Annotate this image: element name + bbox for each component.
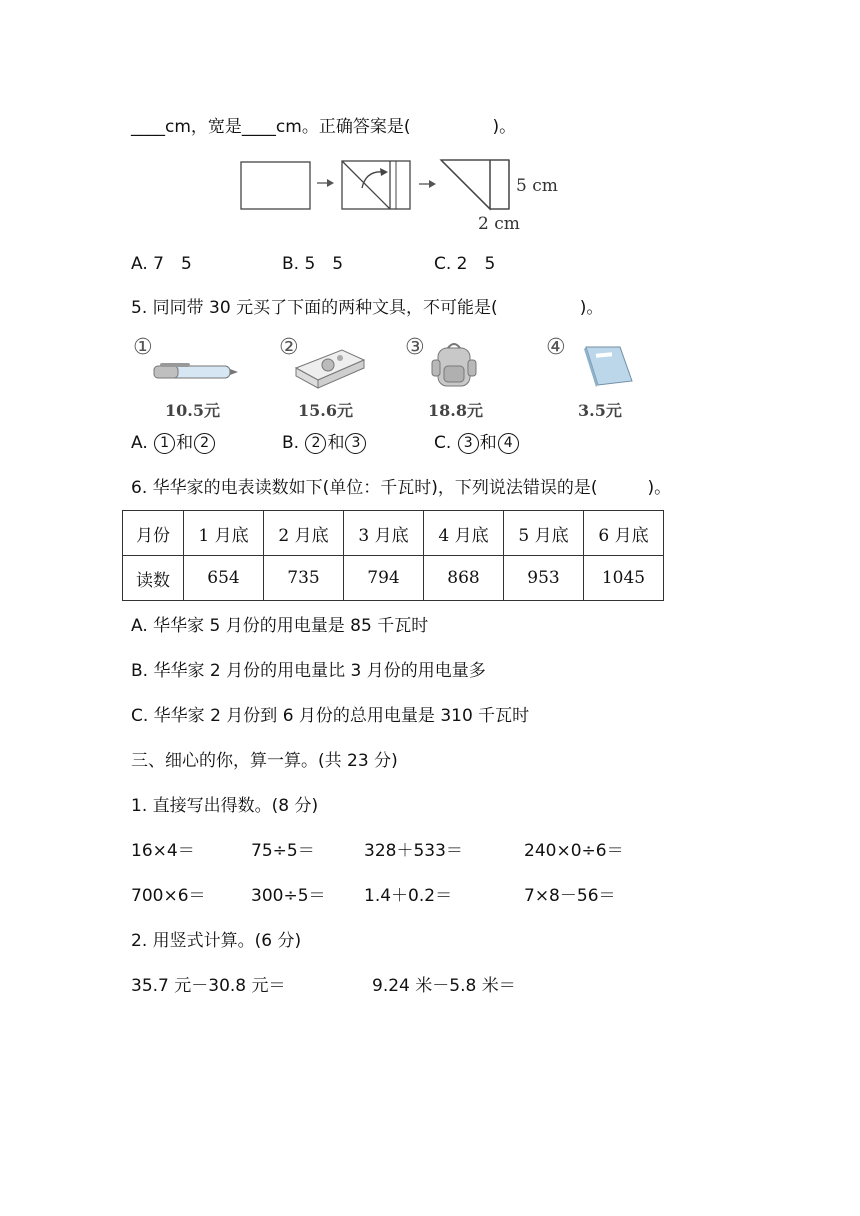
item-number: ② [279,335,299,360]
table-row [123,556,664,601]
circled-number: 2 [194,433,215,454]
item-number: ① [133,335,153,360]
question-title: 2. 用竖式计算。(6 分) [131,931,302,951]
circled-number: 2 [305,433,326,454]
q6-stem-close: )。 [647,478,672,498]
backpack-icon [428,340,480,392]
question-title: 1. 直接写出得数。(8 分) [131,796,319,816]
option-a[interactable]: A. 1 和 2 [131,432,216,454]
item-number: ③ [405,335,425,360]
q5-stem-close: )。 [579,298,604,318]
table-header-cell: 5 月底 [504,511,584,556]
arithmetic-item: 16×4＝ [131,841,195,861]
folding-diagram [0,0,860,260]
table-header-cell: 2 月底 [264,511,344,556]
table-cell: 654 [184,556,264,601]
vertical-calc-item: 9.24 米－5.8 米＝ [372,976,516,996]
table-cell: 读数 [123,556,184,601]
circled-number: 1 [154,433,175,454]
item-number: ④ [546,335,566,360]
option-b[interactable]: B. 5 5 [282,254,344,274]
q6-stem-text: 6. 华华家的电表读数如下(单位：千瓦时)，下列说法错误的是( [131,478,598,498]
q4-stem-text-2: cm。正确答案是( [275,117,411,137]
arithmetic-item: 7×8－56＝ [524,886,616,906]
item-price: 18.8元 [428,401,483,420]
arithmetic-item: 240×0÷6＝ [524,841,624,861]
table-cell: 868 [424,556,504,601]
arithmetic-item: 300÷5＝ [251,886,326,906]
pencil-box-icon [292,342,367,390]
q4-stem-close: )。 [492,117,517,137]
arithmetic-item: 328＋533＝ [364,841,463,861]
option-b[interactable]: B. 2 和 3 [282,432,367,454]
answer-blank[interactable]: ____ [131,117,165,137]
vertical-calc-item: 35.7 元－30.8 元＝ [131,976,286,996]
notebook-icon [572,343,634,389]
table-header-cell: 1 月底 [184,511,264,556]
table-header-cell: 3 月底 [344,511,424,556]
q6-stem [131,477,671,499]
arrow-icon [317,179,334,187]
table-cell: 1045 [584,556,664,601]
table-cell: 794 [344,556,424,601]
height-label: 5 cm [516,176,558,196]
arithmetic-item: 1.4＋0.2＝ [364,886,453,906]
arrow-icon [419,180,436,188]
table-cell: 953 [504,556,584,601]
pen-icon [150,360,240,384]
item-price: 3.5元 [578,401,622,420]
table-row [123,511,664,556]
section-title: 三、细心的你，算一算。(共 23 分) [131,751,398,771]
option-c[interactable]: C. 2 5 [434,254,496,274]
q5-stem-text: 5. 同同带 30 元买了下面的两种文具，不可能是( [131,298,498,318]
circled-number: 3 [345,433,366,454]
circled-number: 4 [498,433,519,454]
answer-blank[interactable]: ____ [241,117,276,137]
fold-step-shape [342,161,410,209]
option-b[interactable]: B. 华华家 2 月份的用电量比 3 月份的用电量多 [131,661,486,681]
item-price: 15.6元 [298,401,353,420]
option-a[interactable]: A. 7 5 [131,254,192,274]
folded-shape [441,160,509,209]
table-header-cell: 月份 [123,511,184,556]
meter-reading-table [122,510,664,601]
item-price: 10.5元 [165,401,220,420]
option-a[interactable]: A. 华华家 5 月份的用电量是 85 千瓦时 [131,616,429,636]
width-label: 2 cm [478,214,520,234]
table-header-cell: 6 月底 [584,511,664,556]
arithmetic-item: 700×6＝ [131,886,206,906]
curved-arrow-icon [362,172,384,188]
option-c[interactable]: C. 华华家 2 月份到 6 月份的总用电量是 310 千瓦时 [131,706,530,726]
table-header-cell: 4 月底 [424,511,504,556]
circled-number: 3 [458,433,479,454]
q5-stem [131,297,603,319]
option-c[interactable]: C. 3 和 4 [434,432,520,454]
arithmetic-item: 75÷5＝ [251,841,315,861]
table-cell: 735 [264,556,344,601]
q4-stem-text-1: cm，宽是 [165,117,242,137]
original-rectangle [241,162,310,209]
